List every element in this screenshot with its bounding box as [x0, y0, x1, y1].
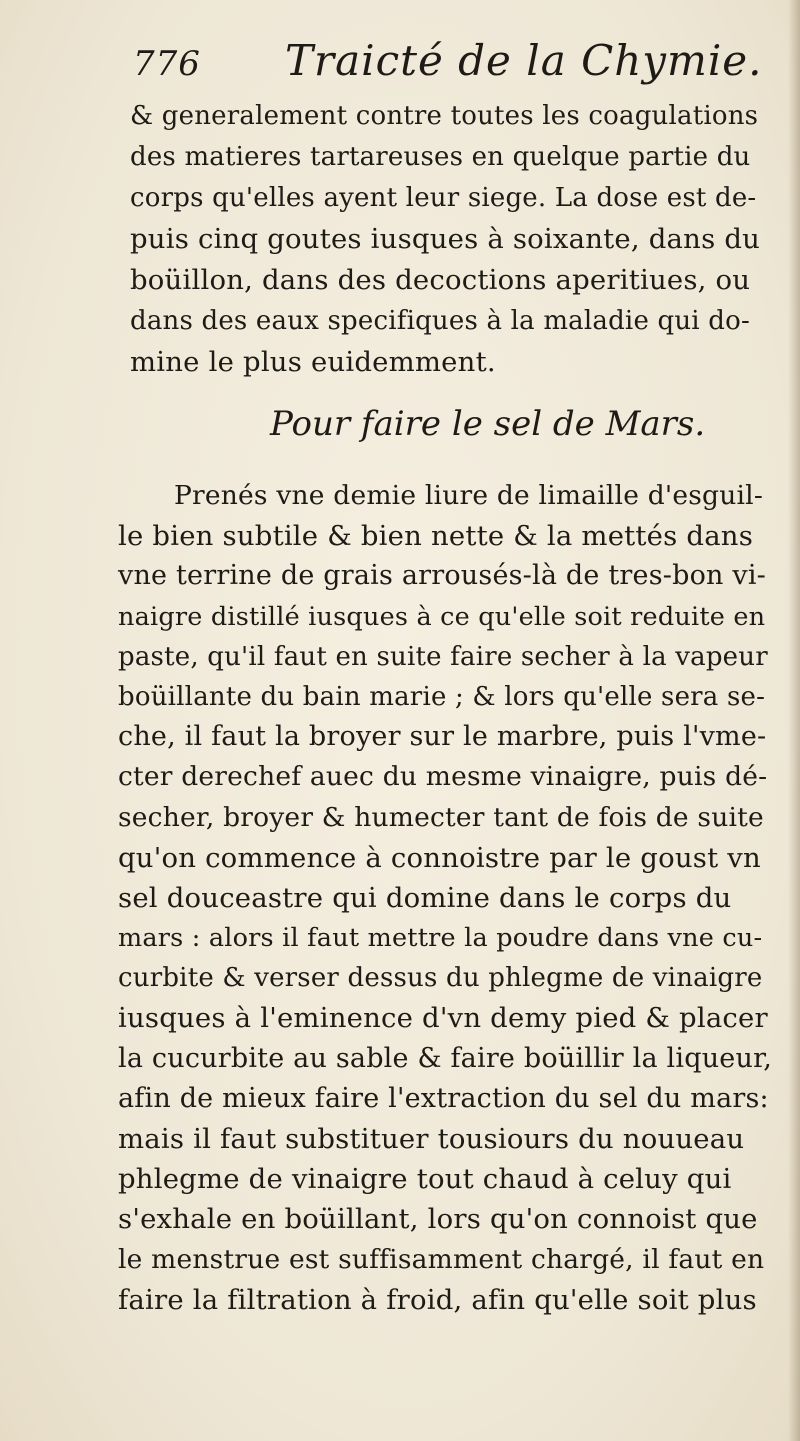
text-line: dans des eaux specifiques à la maladie qui do- — [130, 306, 750, 336]
text-line: curbite & verser dessus du phlegme de vinaigre — [118, 963, 763, 994]
text-line: s'exhale en boüillant, lors qu'on connoist que — [118, 1203, 758, 1236]
page-number: 776 — [133, 44, 201, 84]
paragraph-1 — [130, 96, 760, 383]
text-line: iusques à l'eminence d'vn demy pied & placer — [118, 1002, 768, 1035]
text-line: secher, broyer & humecter tant de fois de suite — [118, 801, 764, 833]
text-line: boüillon, dans des decoctions aperitiues, ou — [130, 264, 751, 296]
text-line: phlegme de vinaigre tout chaud à celuy qui — [118, 1163, 732, 1196]
text-line: che, il faut la broyer sur le marbre, puis l'vme- — [118, 721, 767, 753]
running-title: Traicté de la Chymie. — [285, 36, 763, 85]
text-line: naigre distillé iusques à ce qu'elle soit reduite en — [118, 601, 766, 632]
text-line: afin de mieux faire l'extraction du sel du mars: — [118, 1082, 769, 1114]
text-line: mais il faut substituer tousiours du nouueau — [118, 1123, 745, 1155]
text-line: boüillante du bain marie ; & lors qu'elle sera se- — [118, 681, 766, 712]
text-line: le menstrue est suffisamment chargé, il faut en — [118, 1243, 765, 1275]
text-line: faire la filtration à froid, afin qu'elle soit plus — [118, 1283, 757, 1316]
text-line: qu'on commence à connoistre par le goust vn — [118, 841, 761, 874]
text-line: corps qu'elles ayent leur siege. La dose est de- — [130, 183, 757, 213]
text-line: cter derechef auec du mesme vinaigre, puis dé- — [118, 761, 768, 793]
text-line: la cucurbite au sable & faire boüillir la liqueur, — [118, 1042, 772, 1074]
text-line: mars : alors il faut mettre la poudre dans vne cu- — [118, 923, 763, 954]
section-heading: Pour faire le sel de Mars. — [270, 404, 706, 444]
text-line: puis cinq goutes iusques à soixante, dans du — [130, 223, 761, 255]
text-line: des matieres tartareuses en quelque partie du — [130, 142, 751, 172]
text-line: mine le plus euidemment. — [130, 346, 496, 378]
text-line: vne terrine de grais arrousés-là de tres-bon vi- — [118, 560, 767, 592]
text-line: le bien subtile & bien nette & la mettés dans — [118, 520, 754, 553]
paragraph-2 — [118, 476, 773, 1320]
page-edge — [788, 0, 800, 1441]
text-line: Prenés vne demie liure de limaille d'esguil- — [174, 480, 763, 511]
text-line: paste, qu'il faut en suite faire secher à la vapeur — [118, 641, 768, 672]
text-line: sel douceastre qui domine dans le corps du — [118, 881, 732, 914]
page-header — [133, 34, 773, 94]
text-line: & generalement contre toutes les coagulations — [130, 101, 759, 131]
